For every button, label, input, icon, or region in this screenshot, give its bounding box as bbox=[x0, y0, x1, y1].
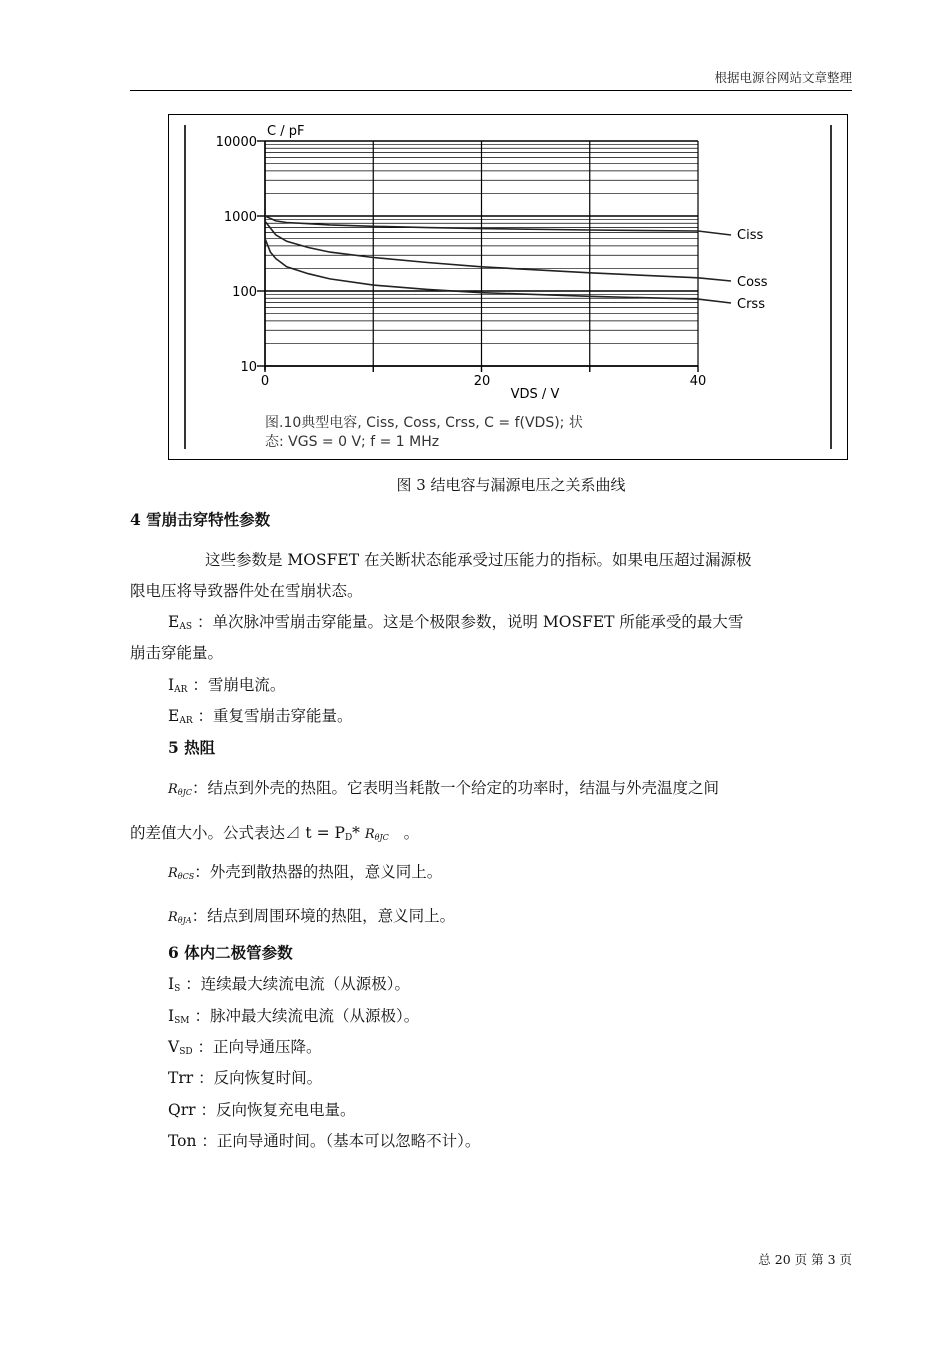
iar-line bbox=[168, 673, 285, 695]
trr-line: Trr ：反向恢复时间。 bbox=[168, 1069, 323, 1087]
eas-subscript: AS bbox=[179, 622, 192, 632]
rcs-line bbox=[168, 860, 442, 882]
capacitance-figure bbox=[168, 114, 848, 460]
rjc-text: ：结点到外壳的热阻。它表明当耗散一个给定的功率时，结温与外壳温度之间 bbox=[191, 779, 719, 797]
rcs-text: ：外壳到散热器的热阻，意义同上。 bbox=[194, 863, 443, 881]
x-tick-0: 0 bbox=[260, 374, 270, 389]
iar-symbol: I bbox=[168, 676, 175, 694]
rjc-end: 。 bbox=[403, 824, 420, 842]
rjc-line-2 bbox=[130, 821, 419, 843]
eas-line-2: 崩击穿能量。 bbox=[130, 644, 224, 662]
ism-line: $I_{SM}$ ：脉冲最大续流电流（从源极）。 bbox=[168, 1007, 420, 1026]
ton-line: Ton ：正向导通时间。（基本可以忽略不计）。 bbox=[168, 1132, 481, 1150]
iar-text: ：雪崩电流。 bbox=[192, 676, 286, 694]
figure-caption: 图 3 结电容与漏源电压之关系曲线 bbox=[396, 476, 626, 494]
rjc-symbol: $R_{\theta JC}$ bbox=[168, 782, 192, 797]
curve-label-crss: Crss bbox=[737, 297, 765, 312]
page-footer: 总 20 页 第 3 页 bbox=[758, 1252, 852, 1267]
x-tick-40: 40 bbox=[689, 374, 707, 389]
series-ciss bbox=[265, 216, 731, 235]
rjc-formula-symbol: $R_{\theta JC}$ bbox=[364, 827, 389, 842]
figure-inner-caption-2: 态: VGS = 0 V; f = 1 MHz bbox=[265, 434, 440, 450]
qrr-line: Qrr ：反向恢复充电电量。 bbox=[168, 1101, 356, 1119]
y-tick-10: 10 bbox=[240, 360, 257, 375]
section-4-title: 4 雪崩击穿特性参数 bbox=[130, 510, 271, 529]
figure-inner-caption-1: 图.10典型电容, Ciss, Coss, Crss, C = f(VDS); 状 bbox=[265, 415, 583, 431]
capacitance-chart bbox=[169, 115, 847, 459]
ear-symbol: E bbox=[168, 707, 180, 725]
y-unit-label: C / pF bbox=[267, 124, 305, 139]
x-axis-label: VDS / V bbox=[510, 387, 560, 402]
rjc-formula-star: * bbox=[352, 824, 360, 842]
header-text: 根据电源谷网站文章整理 bbox=[714, 70, 852, 85]
eas-text: ：单次脉冲雪崩击穿能量。这是个极限参数，说明 MOSFET 所能承受的最大雪 bbox=[196, 613, 744, 631]
ear-text: ：重复雪崩击穿能量。 bbox=[197, 707, 353, 725]
eas-line bbox=[168, 610, 743, 632]
vsd-line: $V_{SD}$ ：正向导通压降。 bbox=[168, 1038, 322, 1057]
ear-line bbox=[168, 704, 353, 726]
rjc-formula-sub: D bbox=[344, 833, 353, 843]
rcs-symbol: $R_{\theta CS}$ bbox=[168, 866, 195, 881]
rja-line bbox=[168, 904, 455, 926]
page-header bbox=[130, 68, 852, 91]
ear-subscript: AR bbox=[179, 716, 193, 726]
section-4-para-line1: 这些参数是 MOSFET 在关断状态能承受过压能力的指标。如果电压超过漏源极 bbox=[205, 551, 752, 569]
section-6-title: 6 体内二极管参数 bbox=[168, 943, 293, 962]
y-tick-100: 100 bbox=[232, 285, 257, 300]
eas-symbol: E bbox=[168, 613, 180, 631]
is-line: $I_S$ ：连续最大续流电流（从源极）。 bbox=[168, 975, 410, 994]
y-tick-1000: 1000 bbox=[223, 210, 257, 225]
iar-subscript: AR bbox=[174, 685, 188, 695]
curve-label-ciss: Ciss bbox=[737, 228, 764, 243]
rja-text: ：结点到周围环境的热阻，意义同上。 bbox=[191, 907, 456, 925]
rjc-line bbox=[168, 776, 719, 798]
curve-label-coss: Coss bbox=[737, 275, 768, 290]
rjc-formula: 的差值大小。公式表达⊿ t = P bbox=[130, 824, 345, 842]
series-crss bbox=[265, 239, 731, 303]
y-tick-10000: 10000 bbox=[215, 135, 257, 150]
section-4-para-line2: 限电压将导致器件处在雪崩状态。 bbox=[130, 582, 363, 600]
x-tick-20: 20 bbox=[473, 374, 491, 389]
rja-symbol: $R_{\theta JA}$ bbox=[168, 910, 192, 925]
section-5-title: 5 热阻 bbox=[168, 738, 216, 757]
